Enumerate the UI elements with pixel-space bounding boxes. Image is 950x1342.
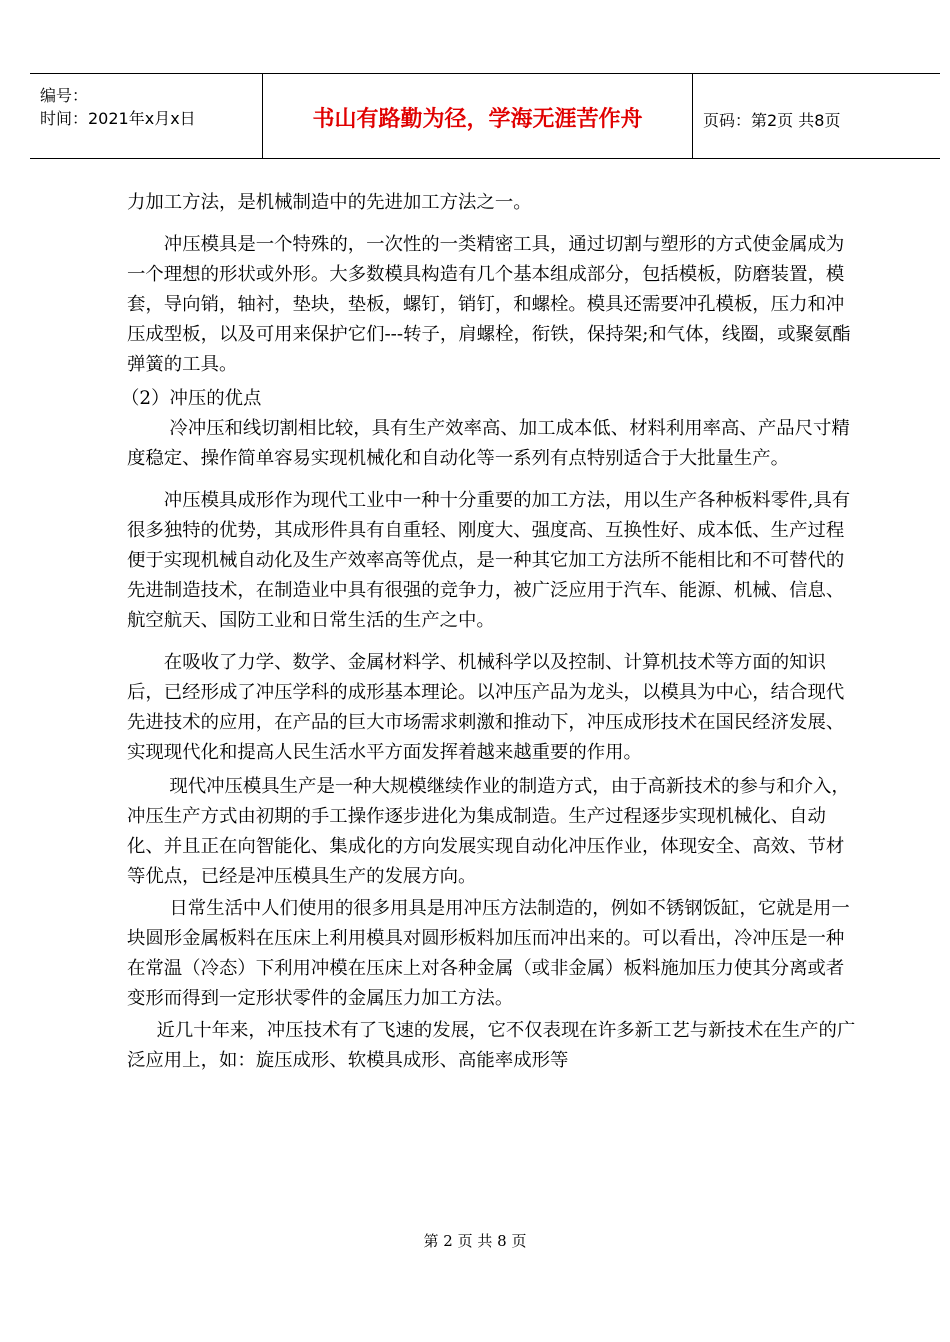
paragraph: 日常生活中人们使用的很多用具是用冲压方法制造的，例如不锈钢饭缸，它就是用一块圆形金属板料在压床上利用模具对圆形板料加压而冲出来的。可以看出，冷冲压是一种在常温（冷态）下利用冲模在压床上对各种金属（或非金属）板料施加压力使其分离或者变形而得到一定形状零件的金属压力加工方法。	[127, 898, 850, 1009]
paragraph: 力加工方法，是机械制造中的先进加工方法之一。	[127, 192, 532, 213]
paragraph: 冷冲压和线切割相比较，具有生产效率高、加工成本低、材料利用率高、产品尺寸精度稳定、操作简单容易实现机械化和自动化等一系列有点特别适合于大批量生产。	[127, 418, 850, 469]
time-label: 时间：2021年x月x日	[40, 109, 196, 128]
page-info: 页码：第2页 共8页	[703, 111, 841, 130]
paragraph: 在吸收了力学、数学、金属材料学、机械科学以及控制、计算机技术等方面的知识后，已经形成了冲压学科的成形基本理论。以冲压产品为龙头，以模具为中心，结合现代先进技术的应用，在产品的巨大市场需求刺激和推动下，冲压成形技术在国民经济发展、实现现代化和提高人民生活水平方面发挥着越来越重要的作用。	[127, 652, 845, 763]
paragraph: 冲压模具成形作为现代工业中一种十分重要的加工方法，用以生产各种板料零件,具有很多独特的优势，其成形件具有自重轻、刚度大、强度高、互换性好、成本低、生产过程便于实现机械自动化及生产效率高等优点，是一种其它加工方法所不能相比和不可替代的先进制造技术，在制造业中具有很强的竞争力，被广泛应用于汽车、能源、机械、信息、航空航天、国防工业和日常生活的生产之中。	[127, 490, 851, 631]
section-heading: （2）冲压的优点	[121, 388, 262, 409]
paragraph: 近几十年来，冲压技术有了飞速的发展，它不仅表现在许多新工艺与新技术在生产的广泛应用上，如：旋压成形、软模具成形、高能率成形等	[127, 1020, 856, 1071]
paragraph: 现代冲压模具生产是一种大规模继续作业的制造方式，由于高新技术的参与和介入，冲压生产方式由初期的手工操作逐步进化为集成制造。生产过程逐步实现机械化、自动化、并且正在向智能化、集成化的方向发展实现自动化冲压作业，体现安全、高效、节材等优点，已经是冲压模具生产的发展方向。	[127, 776, 850, 887]
document-body	[121, 188, 857, 1076]
header-motto-cell	[263, 74, 693, 158]
number-label: 编号：	[40, 86, 89, 105]
motto: 书山有路勤为径，学海无涯苦作舟	[312, 107, 643, 132]
header-page-cell	[693, 74, 940, 158]
page-header	[30, 73, 940, 159]
page-footer: 第 2 页 共 8 页	[423, 1232, 527, 1250]
header-meta	[30, 74, 263, 158]
paragraph: 冲压模具是一个特殊的，一次性的一类精密工具，通过切割与塑形的方式使金属成为一个理想的形状或外形。大多数模具构造有几个基本组成部分，包括模板，防磨装置，模套，导向销，轴衬，垫块，垫板，螺钉，销钉，和螺栓。模具还需要冲孔模板，压力和冲压成型板，以及可用来保护它们---转子，肩螺栓，衔铁，保持架;和气体，线圈，或聚氨酯弹簧的工具。	[127, 234, 851, 375]
